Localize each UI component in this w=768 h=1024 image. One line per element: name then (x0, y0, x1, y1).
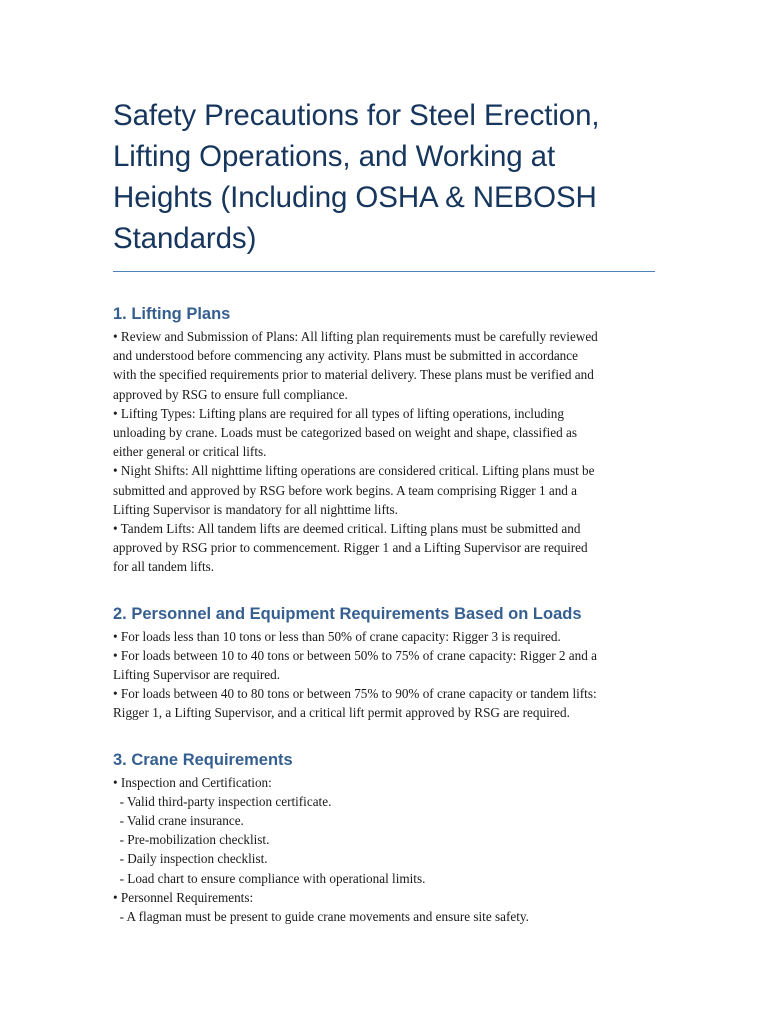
body-line: - Daily inspection checklist. (113, 851, 268, 867)
section-lifting-plans (113, 303, 658, 577)
section-crane-requirements (113, 749, 658, 927)
body-line: • Personnel Requirements: (113, 889, 254, 905)
section-body (113, 627, 658, 723)
section-personnel-equipment (113, 603, 658, 723)
body-line: for all tandem lifts. (113, 559, 215, 575)
body-line: unloading by crane. Loads must be categorized based on weight and shape, classified as (113, 425, 577, 441)
body-line: - Pre-mobilization checklist. (113, 832, 270, 848)
document-title (113, 0, 658, 259)
body-line: • For loads between 40 to 80 tons or between 75% to 90% of crane capacity or tandem lifts: (113, 686, 597, 702)
body-line: • Inspection and Certification: (113, 774, 272, 790)
section-body (113, 773, 658, 927)
body-line: and understood before commencing any activity. Plans must be submitted in accordance (113, 348, 578, 364)
section-body (113, 327, 658, 577)
body-line: Lifting Supervisor are required. (113, 667, 280, 683)
body-line: Rigger 1, a Lifting Supervisor, and a critical lift permit approved by RSG are required. (113, 705, 570, 721)
body-line: - A flagman must be present to guide crane movements and ensure site safety. (113, 909, 529, 925)
body-line: approved by RSG prior to commencement. Rigger 1 and a Lifting Supervisor are required (113, 540, 588, 556)
body-line: • Review and Submission of Plans: All lifting plan requirements must be carefully reviewed (113, 329, 598, 344)
body-line: approved by RSG to ensure full compliance. (113, 386, 348, 402)
title-line: Standards) (113, 222, 257, 255)
section-heading: 3. Crane Requirements (113, 750, 293, 769)
body-line: - Valid crane insurance. (113, 813, 244, 829)
title-line: Heights (Including OSHA & NEBOSH (113, 181, 597, 214)
body-line: - Load chart to ensure compliance with operational limits. (113, 870, 426, 886)
section-heading: 1. Lifting Plans (113, 305, 231, 323)
body-line: • For loads less than 10 tons or less than 50% of crane capacity: Rigger 3 is required. (113, 628, 561, 644)
document-page (113, 0, 658, 926)
body-line: with the specified requirements prior to material delivery. These plans must be verified and (113, 367, 594, 383)
body-line: - Valid third-party inspection certificate. (113, 793, 332, 809)
title-line: Safety Precautions for Steel Erection, (113, 99, 600, 132)
body-line: • Lifting Types: Lifting plans are required for all types of lifting operations, including (113, 405, 564, 421)
body-line: either general or critical lifts. (113, 444, 267, 460)
title-line: Lifting Operations, and Working at (113, 140, 556, 173)
body-line: submitted and approved by RSG before work begins. A team comprising Rigger 1 and a (113, 482, 578, 498)
body-line: • For loads between 10 to 40 tons or between 50% to 75% of crane capacity: Rigger 2 and a (113, 647, 597, 663)
body-line: Lifting Supervisor is mandatory for all nighttime lifts. (113, 501, 398, 517)
section-heading: 2. Personnel and Equipment Requirements Based on Loads (113, 604, 582, 623)
title-divider (113, 271, 655, 272)
body-line: • Night Shifts: All nighttime lifting operations are considered critical. Lifting plans must be (113, 463, 595, 479)
body-line: • Tandem Lifts: All tandem lifts are deemed critical. Lifting plans must be submitted and (113, 521, 581, 537)
